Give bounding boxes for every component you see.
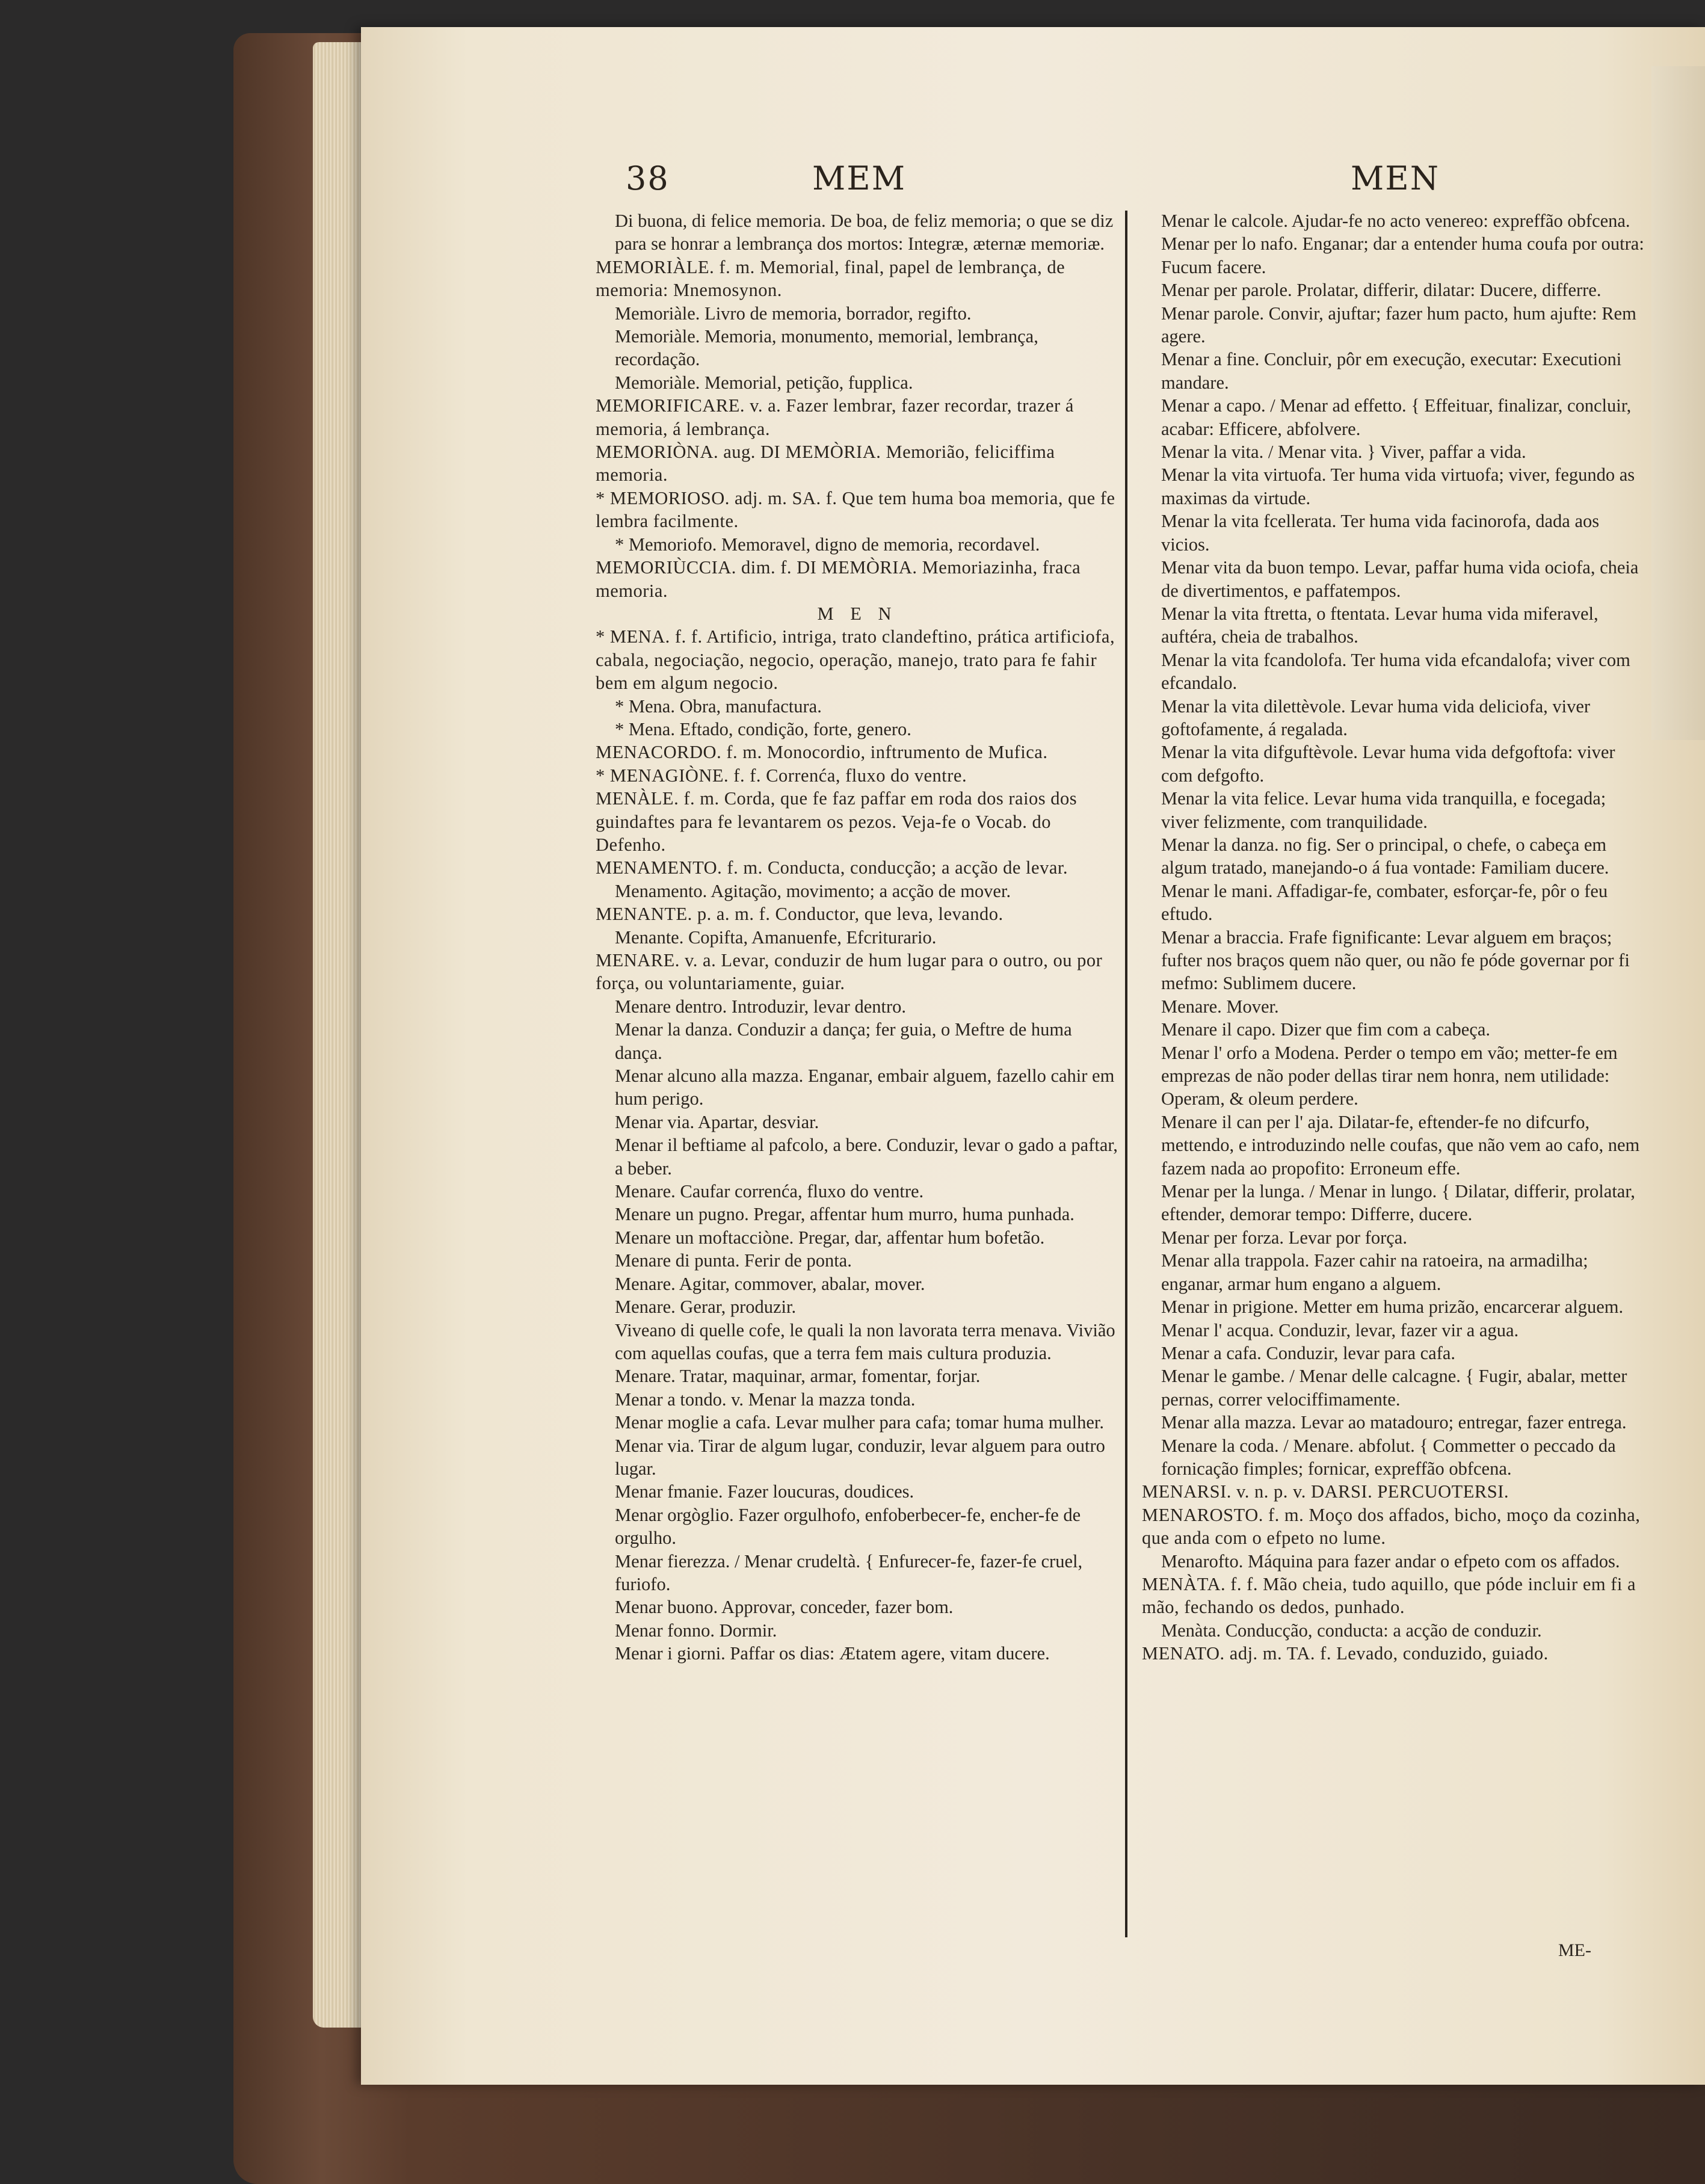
entry: Menare. Gerar, produzir. (615, 1297, 797, 1318)
entry: MENARE. v. a. Levar, conduzir de hum lugar para o outro, ou por força, ou voluntariamente, guiar. (596, 950, 1103, 994)
entry: Menar per parole. Prolatar, differir, dilatar: Ducere, differre. (1161, 280, 1602, 301)
entry: Memoriàle. Memoria, monumento, memorial, lembrança, recordação. (615, 326, 1038, 370)
entry: Menar orgòglio. Fazer orgulhofo, enfoberbecer-fe, encher-fe de orgulho. (615, 1504, 1081, 1549)
entry: Menar l' orfo a Modena. Perder o tempo em vão; metter-fe em emprezas de não poder dellas tirar nem honra, nem utilidade: Operam, & oleum perdere. (1161, 1042, 1618, 1109)
entry: Menar l' acqua. Conduzir, levar, fazer vir a agua. (1161, 1319, 1519, 1340)
entry: Menar fonno. Dormir. (615, 1620, 777, 1641)
entry: Menar la vita. / Menar vita. } Viver, paffar a vida. (1161, 442, 1526, 463)
entry: Menar alcuno alla mazza. Enganar, embair alguem, fazello cahir em hum perigo. (615, 1066, 1115, 1109)
entry: Menar la vita fcellerata. Ter huma vida facinorofa, dada aos vicios. (1161, 511, 1600, 555)
entry: Viveano di quelle cofe, le quali la non lavorata terra menava. Vivião com aquellas coufas, que a terra fem mais cultura produzia. (615, 1319, 1115, 1363)
entry: MEMORIÒNA. aug. DI MEMÒRIA. Memorião, feliciffima memoria. (596, 442, 1055, 486)
entry: Menar alla trappola. Fazer cahir na ratoeira, na armadilha; enganar, armar hum engano a alguem. (1161, 1250, 1588, 1294)
entry: Menare dentro. Introduzir, levar dentro. (615, 996, 907, 1017)
column-divider (1125, 211, 1127, 1937)
entry: Menar via. Apartar, desviar. (615, 1111, 819, 1132)
entry: Menar a cafa. Conduzir, levar para cafa. (1161, 1342, 1456, 1363)
running-head-right: MEN (1351, 159, 1440, 197)
next-page-edge (1651, 66, 1705, 740)
entry: MEMORIFICARE. v. a. Fazer lembrar, fazer recordar, trazer á memoria, á lembrança. (596, 395, 1074, 439)
section-heading: M E N (817, 603, 898, 624)
entry: MENÀLE. f. m. Corda, que fe faz paffar em roda dos raios dos guindaftes para fe levantarem os pezos. Veja-fe o Vocab. do Defenho. (596, 788, 1078, 855)
entry: MENANTE. p. a. m. f. Conductor, que leva, levando. (596, 904, 1004, 925)
entry: Menare. Agitar, commover, abalar, mover. (615, 1273, 925, 1294)
entry: Menamento. Agitação, movimento; a acção de mover. (615, 880, 1011, 901)
entry: Menar la danza. Conduzir a dança; fer guia, o Meftre de huma dança. (615, 1019, 1072, 1063)
entry: Menar vita da buon tempo. Levar, paffar huma vida ociofa, cheia de divertimentos, e paffatempos. (1161, 557, 1639, 601)
entry: Menar fmanie. Fazer loucuras, doudices. (615, 1481, 914, 1502)
entry: Menare un pugno. Pregar, affentar hum murro, huma punhada. (615, 1204, 1074, 1225)
entry: MENATO. adj. m. TA. f. Levado, conduzido, guiado. (1142, 1643, 1549, 1664)
entry: Menare il can per l' aja. Dilatar-fe, eftender-fe no difcurfo, mettendo, e introduzindo nelle coufas, que não vem ao cafo, nem fazem nada ao propofito: Erroneum effe. (1161, 1111, 1640, 1179)
entry: Menar la vita fcandolofa. Ter huma vida efcandalofa; viver com efcandalo. (1161, 649, 1630, 694)
entry: Menare. Mover. (1161, 996, 1279, 1017)
entry: Memoriàle. Memorial, petição, fupplica. (615, 372, 913, 393)
entry: Menar via. Tirar de algum lugar, conduzir, levar alguem para outro lugar. (615, 1435, 1105, 1479)
entry: Menare la coda. / Menare. abfolut. { Commetter o peccado da fornicação fimples; fornicar, expreffão obfcena. (1161, 1435, 1616, 1479)
entry: Di buona, di felice memoria. De boa, de feliz memoria; o que se diz para se honrar a lembrança dos mortos: Integræ, æternæ memoriæ. (615, 211, 1114, 254)
entry: Menarofto. Máquina para fazer andar o efpeto com os affados. (1161, 1550, 1620, 1572)
entry: Menar in prigione. Metter em huma prizão, encarcerar alguem. (1161, 1297, 1624, 1318)
entry: Menar alla mazza. Levar ao matadouro; entregar, fazer entrega. (1161, 1412, 1627, 1433)
entry: * MENA. f. f. Artificio, intriga, trato clandeftino, prática artificiofa, cabala, negociação, negocio, operação, manejo, trato para fe fahir bem em algum negocio. (596, 626, 1115, 694)
entry: Menar la vita ftretta, o ftentata. Levar huma vida miferavel, auftéra, cheia de trabalhos. (1161, 603, 1599, 647)
entry: Menar a capo. / Menar ad effetto. { Effeituar, finalizar, concluir, acabar: Efficere, abfolvere. (1161, 395, 1632, 439)
entry: Memoriàle. Livro de memoria, borrador, regifto. (615, 303, 972, 324)
entry: Menar la danza. no fig. Ser o principal, o chefe, o cabeça em algum tratado, manejando-o á fua vontade: Familiam ducere. (1161, 834, 1609, 878)
entry: * Memoriofo. Memoravel, digno de memoria, recordavel. (615, 534, 1040, 555)
entry: MENÀTA. f. f. Mão cheia, tudo aquillo, que póde incluir em fi a mão, fechando os dedos, punhado. (1142, 1573, 1636, 1618)
entry: Menare. Caufar correnća, fluxo do ventre. (615, 1181, 924, 1202)
entry: * Mena. Eftado, condição, forte, genero. (615, 718, 911, 739)
running-head-left: MEM (812, 159, 907, 197)
entry: Menare. Tratar, maquinar, armar, fomentar, forjar. (615, 1366, 981, 1387)
entry: Menar a tondo. v. Menar la mazza tonda. (615, 1389, 916, 1410)
entry: Menar a fine. Concluir, pôr em execução, executar: Executioni mandare. (1161, 349, 1622, 393)
entry: Menàta. Conducção, conducta: a acção de conduzir. (1161, 1620, 1542, 1641)
entry: Menare il capo. Dizer que fim com a cabeça. (1161, 1019, 1491, 1040)
entry: Menare un moftacciòne. Pregar, dar, affentar hum bofetão. (615, 1227, 1045, 1248)
entry: MENARSI. v. n. p. v. DARSI. PERCUOTERSI. (1142, 1481, 1509, 1502)
entry: Menar il beftiame al pafcolo, a bere. Conduzir, levar o gado a paftar, a beber. (615, 1135, 1118, 1179)
page-number: 38 (626, 159, 670, 197)
catchword: ME- (1558, 1940, 1591, 1960)
entry: Menar le gambe. / Menar delle calcagne. { Fugir, abalar, metter pernas, correr velociffimamente. (1161, 1366, 1627, 1410)
entry: Menar per lo nafo. Enganar; dar a entender huma coufa por outra: Fucum facere. (1161, 233, 1644, 277)
entry: MENAROSTO. f. m. Moço dos affados, bicho, moço da cozinha, que anda com o efpeto no lume. (1142, 1504, 1641, 1549)
entry: Menar fierezza. / Menar crudeltà. { Enfurecer-fe, fazer-fe cruel, furiofo. (615, 1550, 1083, 1594)
entry: MENAMENTO. f. m. Conducta, conducção; a acção de levar. (596, 857, 1068, 878)
entry: Menar a braccia. Frafe fignificante: Levar alguem em braços; fufter nos braços quem não quer, ou não fe póde governar por fi mefmo: Sublimem ducere. (1161, 927, 1630, 994)
right-column (1142, 209, 1647, 1665)
left-column (596, 209, 1119, 1665)
entry: Menar la vita dilettèvole. Levar huma vida deliciofa, viver goftofamente, á regalada. (1161, 696, 1591, 739)
entry: Menar i giorni. Paffar os dias: Ætatem agere, vitam ducere. (615, 1643, 1050, 1664)
entry: Menare di punta. Ferir de ponta. (615, 1250, 852, 1271)
entry: Menar per forza. Levar por força. (1161, 1227, 1407, 1248)
entry: MEMORIÙCCIA. dim. f. DI MEMÒRIA. Memoriazinha, fraca memoria. (596, 557, 1081, 601)
entry: Menar la vita felice. Levar huma vida tranquilla, e focegada; viver felizmente, com tranquilidade. (1161, 788, 1606, 832)
entry: Menar buono. Approvar, conceder, fazer bom. (615, 1597, 954, 1618)
entry: * MENAGIÒNE. f. f. Correnća, fluxo do ventre. (596, 765, 967, 786)
entry: * MEMORIOSO. adj. m. SA. f. Que tem huma boa memoria, que fe lembra facilmente. (596, 487, 1115, 532)
entry: Menar moglie a cafa. Levar mulher para cafa; tomar huma mulher. (615, 1412, 1104, 1433)
entry: Menar le mani. Affadigar-fe, combater, esforçar-fe, pôr o feu eftudo. (1161, 880, 1608, 925)
entry: MENACORDO. f. m. Monocordio, inftrumento de Mufica. (596, 742, 1048, 763)
entry: Menar parole. Convir, ajuftar; fazer hum pacto, hum ajufte: Rem agere. (1161, 303, 1636, 347)
entry: Menar la vita difguftèvole. Levar huma vida defgoftofa: viver com defgofto. (1161, 742, 1615, 786)
entry: Menar per la lunga. / Menar in lungo. { Dilatar, differir, prolatar, eftender, demorar tempo: Differre, ducere. (1161, 1181, 1635, 1225)
entry: Menar la vita virtuofa. Ter huma vida virtuofa; viver, fegundo as maximas da virtude. (1161, 464, 1635, 508)
entry: Menar le calcole. Ajudar-fe no acto venereo: expreffão obfcena. (1161, 211, 1630, 231)
entry: Menante. Copifta, Amanuenfe, Efcriturario. (615, 927, 937, 948)
entry: MEMORIÀLE. f. m. Memorial, final, papel de lembrança, de memoria: Mnemosynon. (596, 256, 1065, 301)
entry: * Mena. Obra, manufactura. (615, 696, 822, 717)
